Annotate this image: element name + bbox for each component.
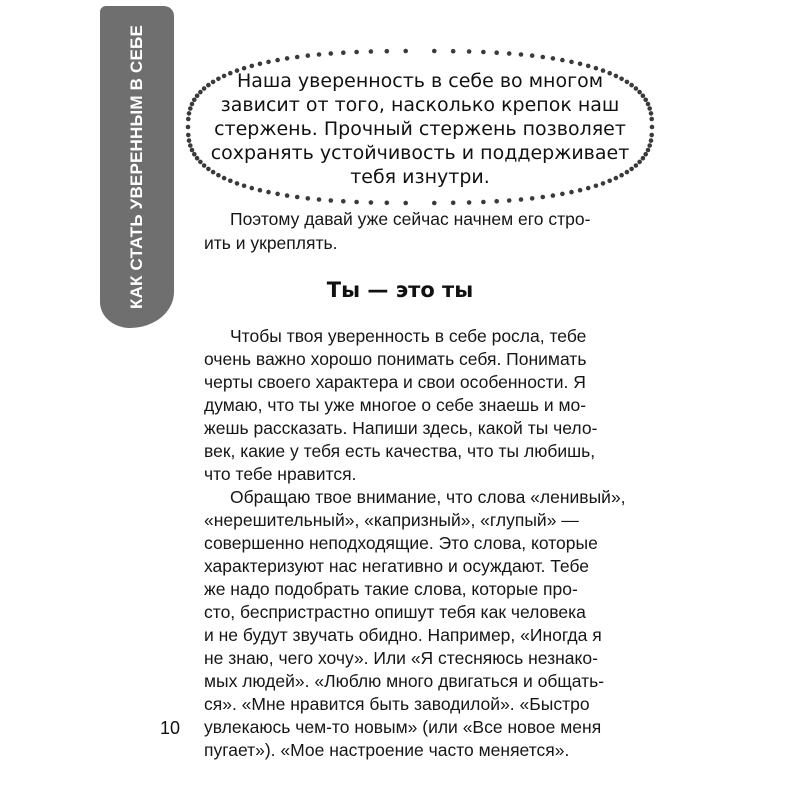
bubble-dot (481, 50, 486, 55)
bubble-dot (285, 193, 290, 198)
bubble-dot (285, 56, 290, 61)
quote-line: тебя изнутри. (350, 166, 490, 188)
bubble-dot (275, 58, 280, 63)
paragraph-line: не знаю, чего хочу». Или «Я стесняюсь незнако- (204, 648, 598, 668)
quote-line: сохранять устойчивость и поддерживает (210, 142, 630, 164)
paragraph-line: Обращаю твое внимание, что слова «ленивый», (230, 487, 626, 507)
bubble-dot (551, 193, 556, 198)
paragraph-line: очень важно хорошо понимать себя. Понимать (204, 349, 587, 369)
bubble-dot (403, 49, 408, 54)
bubble-dot (250, 64, 255, 69)
quote-bubble (180, 42, 660, 212)
paragraph-line: жешь рассказать. Напиши здесь, какой ты чело- (204, 418, 598, 438)
bubble-dot (519, 52, 524, 57)
bubble-dot (295, 195, 300, 200)
bubble-dot (275, 192, 280, 197)
quote-line: зависит от того, насколько крепок наш (220, 94, 620, 116)
paragraph-line: характеризуют нас негативно и осуждают. Тебе (204, 556, 590, 576)
bubble-dot (451, 201, 456, 206)
paragraph-line: же надо подобрать такие слова, которые про- (204, 579, 578, 599)
page-number: 10 (160, 718, 181, 738)
paragraph-line: «нерешительный», «капризный», «глупый» — (204, 510, 579, 530)
bubble-dot (403, 201, 408, 206)
bubble-dot (306, 196, 311, 201)
bubble-dot (507, 51, 512, 56)
bubble-dot (507, 198, 512, 203)
bubble-dot (341, 199, 346, 204)
quote-line: стержень. Прочный стержень позволяет (214, 118, 626, 140)
bubble-dot (569, 190, 574, 195)
paragraph-line: и не будут звучать обидно. Например, «Иногда я (204, 625, 602, 645)
chapter-side-tab-label: КАК СТАТЬ УВЕРЕННЫМ В СЕБЕ (127, 25, 146, 309)
bubble-dot (569, 60, 574, 65)
paragraph-line: век, какие у тебя есть качества, что ты любишь, (204, 441, 596, 461)
bubble-dot (530, 196, 535, 201)
bubble-dot (329, 198, 334, 203)
bubble-dot (341, 50, 346, 55)
bubble-dot (354, 50, 359, 55)
paragraph-line: что тебе нравится. (204, 464, 357, 484)
bubble-dot (560, 192, 565, 197)
bubble-dot (295, 55, 300, 60)
intro-line: Поэтому давай уже сейчас начнем его стро- (230, 209, 591, 229)
bubble-dot (354, 200, 359, 205)
paragraph-line: черты своего характера и свои особенности. Я (204, 372, 586, 392)
bubble-dot (519, 197, 524, 202)
paragraph-line: ся». «Мне нравится быть заводилой». «Быстро (204, 694, 590, 714)
bubble-dot (432, 49, 437, 54)
section-heading: Ты — это ты (326, 278, 474, 302)
bubble-dot (541, 195, 546, 200)
bubble-dot (258, 62, 263, 67)
bubble-dot (530, 53, 535, 58)
bubble-dot (560, 58, 565, 63)
paragraph-line: увлекаюсь чем-то новым» (или «Все новое меня (204, 717, 602, 737)
bubble-dot (266, 60, 271, 65)
bubble-dot (586, 64, 591, 69)
intro-line: ить и укреплять. (204, 233, 338, 253)
paragraph-line: сто, беспристрастно опишут тебя как человека (204, 602, 586, 622)
bubble-dot (451, 49, 456, 54)
bubble-dot (481, 200, 486, 205)
paragraph-line: Чтобы твоя уверенность в себе росла, тебе (230, 326, 587, 346)
bubble-dot (329, 51, 334, 56)
quote-line: Наша уверенность в себе во многом (236, 70, 604, 92)
bubble-dot (258, 188, 263, 193)
bubble-dot (551, 56, 556, 61)
bubble-dot (494, 199, 499, 204)
bubble-dot (306, 53, 311, 58)
bubble-dot (369, 49, 374, 54)
bubble-dot (385, 201, 390, 206)
bubble-dot (317, 197, 322, 202)
paragraph-line: думаю, что ты уже многое о себе знаешь и мо- (204, 395, 587, 415)
bubble-dot (467, 200, 472, 205)
bubble-dot (432, 201, 437, 206)
bubble-dot (385, 49, 390, 54)
bubble-dot (467, 49, 472, 54)
bubble-dot (266, 190, 271, 195)
bubble-dot (494, 50, 499, 55)
paragraph-line: мых людей». «Люблю много двигаться и общать- (204, 671, 605, 691)
bubble-dot (578, 188, 583, 193)
bubble-dot (369, 200, 374, 205)
paragraph-line: совершенно неподходящие. Это слова, которые (204, 533, 598, 553)
bubble-dot (541, 55, 546, 60)
bubble-dot (317, 52, 322, 57)
paragraph-line: пугает»). «Мое настроение часто меняется». (204, 740, 570, 760)
bubble-dot (578, 62, 583, 67)
